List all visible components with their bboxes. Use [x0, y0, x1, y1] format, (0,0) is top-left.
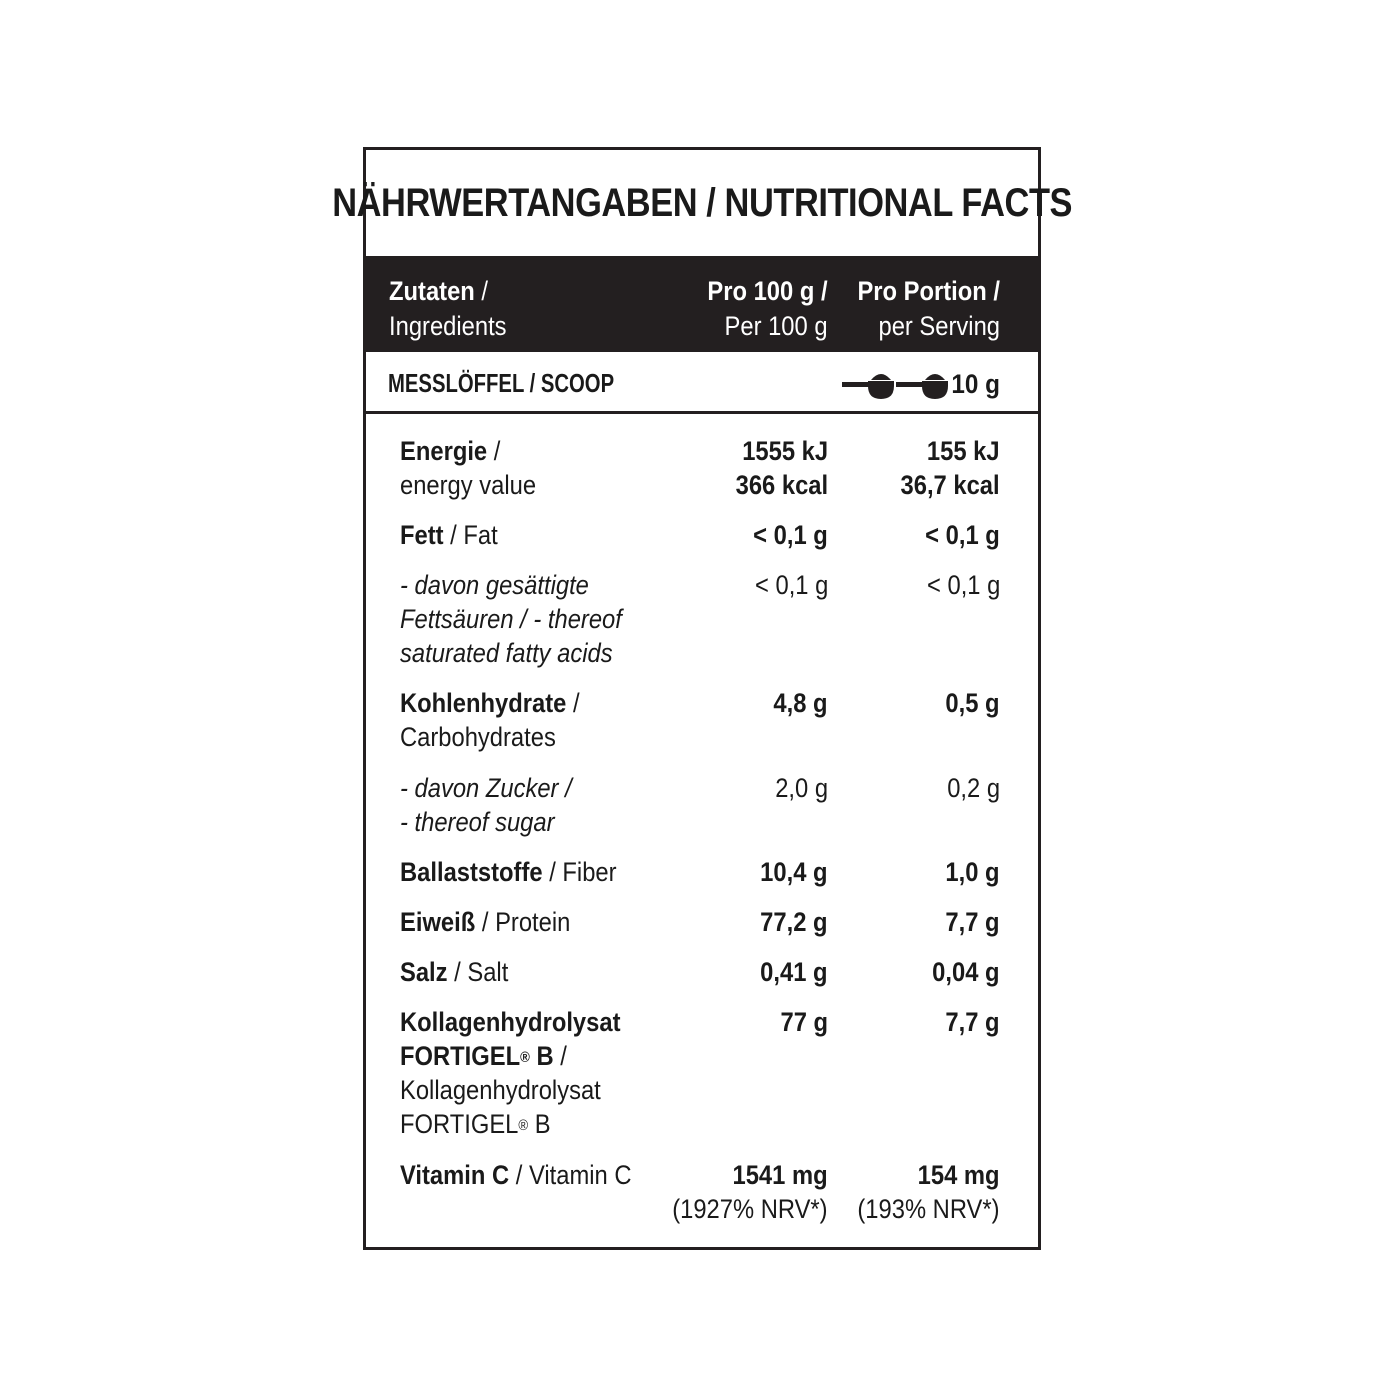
saturated-name-l2: Fettsäuren / - thereof: [400, 604, 622, 634]
saturated-name-l1: - davon gesättigte: [400, 570, 589, 600]
energy-name-de: Energie: [400, 436, 488, 466]
fat-name: [400, 518, 498, 552]
energy-per-100g-kj: 1555 kJ: [742, 436, 828, 466]
table-header: [366, 256, 1038, 352]
vitc-per-100g-mg: 1541 mg: [732, 1160, 828, 1190]
collagen-registered-mark-2: ®: [518, 1117, 529, 1134]
header-per-portion: [857, 274, 1000, 344]
collagen-registered-mark: ®: [520, 1049, 530, 1066]
energy-per-portion-kcal: 36,7 kcal: [900, 470, 1000, 500]
vitc-name-en: / Vitamin C: [509, 1160, 632, 1190]
collagen-per-100g: 77 g: [780, 1007, 828, 1037]
scoop-value: 10 g: [951, 369, 1000, 399]
saturated-name-l3: saturated fatty acids: [400, 638, 613, 668]
carbs-name: [400, 686, 580, 754]
header-ingredients-slash: /: [474, 276, 489, 306]
fat-name-en: / Fat: [443, 520, 498, 550]
header-ingredients-de: Zutaten: [389, 276, 475, 306]
collagen-name-l3: Kollagenhydrolysat: [400, 1075, 601, 1105]
header-per-100g: [708, 274, 828, 344]
header-per-portion-de: Pro Portion /: [857, 276, 1000, 306]
energy-name: [400, 434, 536, 502]
fiber-name-de: Ballaststoffe: [400, 857, 543, 887]
fat-per-100g: < 0,1 g: [753, 520, 828, 550]
protein-name-de: Eiweiß: [400, 907, 476, 937]
carbs-name-slash: /: [566, 688, 580, 718]
salt-name: [400, 955, 508, 989]
collagen-name-l4-end: B: [528, 1109, 551, 1139]
nutrition-label: [332, 147, 1072, 1250]
collagen-name: [400, 1005, 620, 1141]
header-ingredients: [389, 274, 507, 344]
carbs-name-en: Carbohydrates: [400, 722, 556, 752]
sugar-name-l2: - thereof sugar: [400, 807, 555, 837]
vitc-per-100g: [673, 1158, 828, 1226]
saturated-name: [400, 568, 622, 670]
energy-per-100g: [736, 434, 828, 502]
fat-name-de: Fett: [400, 520, 444, 550]
vitc-per-100g-nrv: (1927% NRV*): [672, 1194, 828, 1224]
sugar-per-portion: 0,2 g: [947, 773, 1000, 803]
sugar-per-100g: 2,0 g: [775, 773, 828, 803]
header-per-100g-en: Per 100 g: [724, 311, 828, 341]
collagen-name-l2: FORTIGEL: [400, 1041, 521, 1071]
saturated-per-portion: < 0,1 g: [926, 570, 1000, 600]
carbs-name-de: Kohlenhydrate: [400, 688, 567, 718]
energy-per-100g-kcal: 366 kcal: [735, 470, 828, 500]
carbs-per-portion: 0,5 g: [945, 688, 1000, 718]
sugar-name-l1: - davon Zucker /: [400, 773, 572, 803]
protein-name-en: / Protein: [475, 907, 571, 937]
salt-per-portion: 0,04 g: [932, 957, 1000, 987]
page-title: NÄHRWERTANGABEN / NUTRITIONAL FACTS: [332, 180, 1072, 225]
vitc-per-portion-mg: 154 mg: [918, 1160, 1000, 1190]
vitc-name: [400, 1158, 632, 1192]
energy-per-portion-kj: 155 kJ: [927, 436, 1000, 466]
carbs-per-100g: 4,8 g: [773, 688, 828, 718]
fiber-name: [400, 855, 617, 889]
collagen-per-portion: 7,7 g: [945, 1007, 1000, 1037]
scoop-label: MESSLÖFFEL / SCOOP: [388, 368, 615, 398]
saturated-per-100g: < 0,1 g: [754, 570, 828, 600]
header-ingredients-en: Ingredients: [389, 311, 507, 341]
salt-name-en: / Salt: [447, 957, 509, 987]
title-area: [332, 150, 1072, 256]
salt-per-100g: 0,41 g: [760, 957, 828, 987]
energy-name-en: energy value: [400, 470, 537, 500]
scoop-row: [366, 352, 1038, 414]
collagen-name-l2-end: B: [529, 1041, 554, 1071]
vitc-name-de: Vitamin C: [400, 1160, 510, 1190]
header-per-portion-en: per Serving: [878, 311, 1000, 341]
fiber-per-100g: 10,4 g: [760, 857, 828, 887]
sugar-name: [400, 771, 572, 839]
collagen-name-l1: Kollagenhydrolysat: [400, 1007, 621, 1037]
fat-per-portion: < 0,1 g: [925, 520, 1000, 550]
salt-name-de: Salz: [400, 957, 448, 987]
energy-per-portion: [901, 434, 1000, 502]
protein-per-portion: 7,7 g: [945, 907, 1000, 937]
collagen-name-slash: /: [553, 1041, 567, 1071]
protein-per-100g: 77,2 g: [760, 907, 828, 937]
protein-name: [400, 905, 570, 939]
fiber-per-portion: 1,0 g: [945, 857, 1000, 887]
fiber-name-en: / Fiber: [542, 857, 617, 887]
scoop-icon: [842, 365, 952, 401]
header-per-100g-de: Pro 100 g /: [707, 276, 828, 306]
vitc-per-portion: [858, 1158, 1000, 1226]
collagen-name-l4: FORTIGEL: [400, 1109, 519, 1139]
scoop-icons: [842, 365, 952, 406]
energy-name-slash: /: [487, 436, 501, 466]
vitc-per-portion-nrv: (193% NRV*): [857, 1194, 1000, 1224]
